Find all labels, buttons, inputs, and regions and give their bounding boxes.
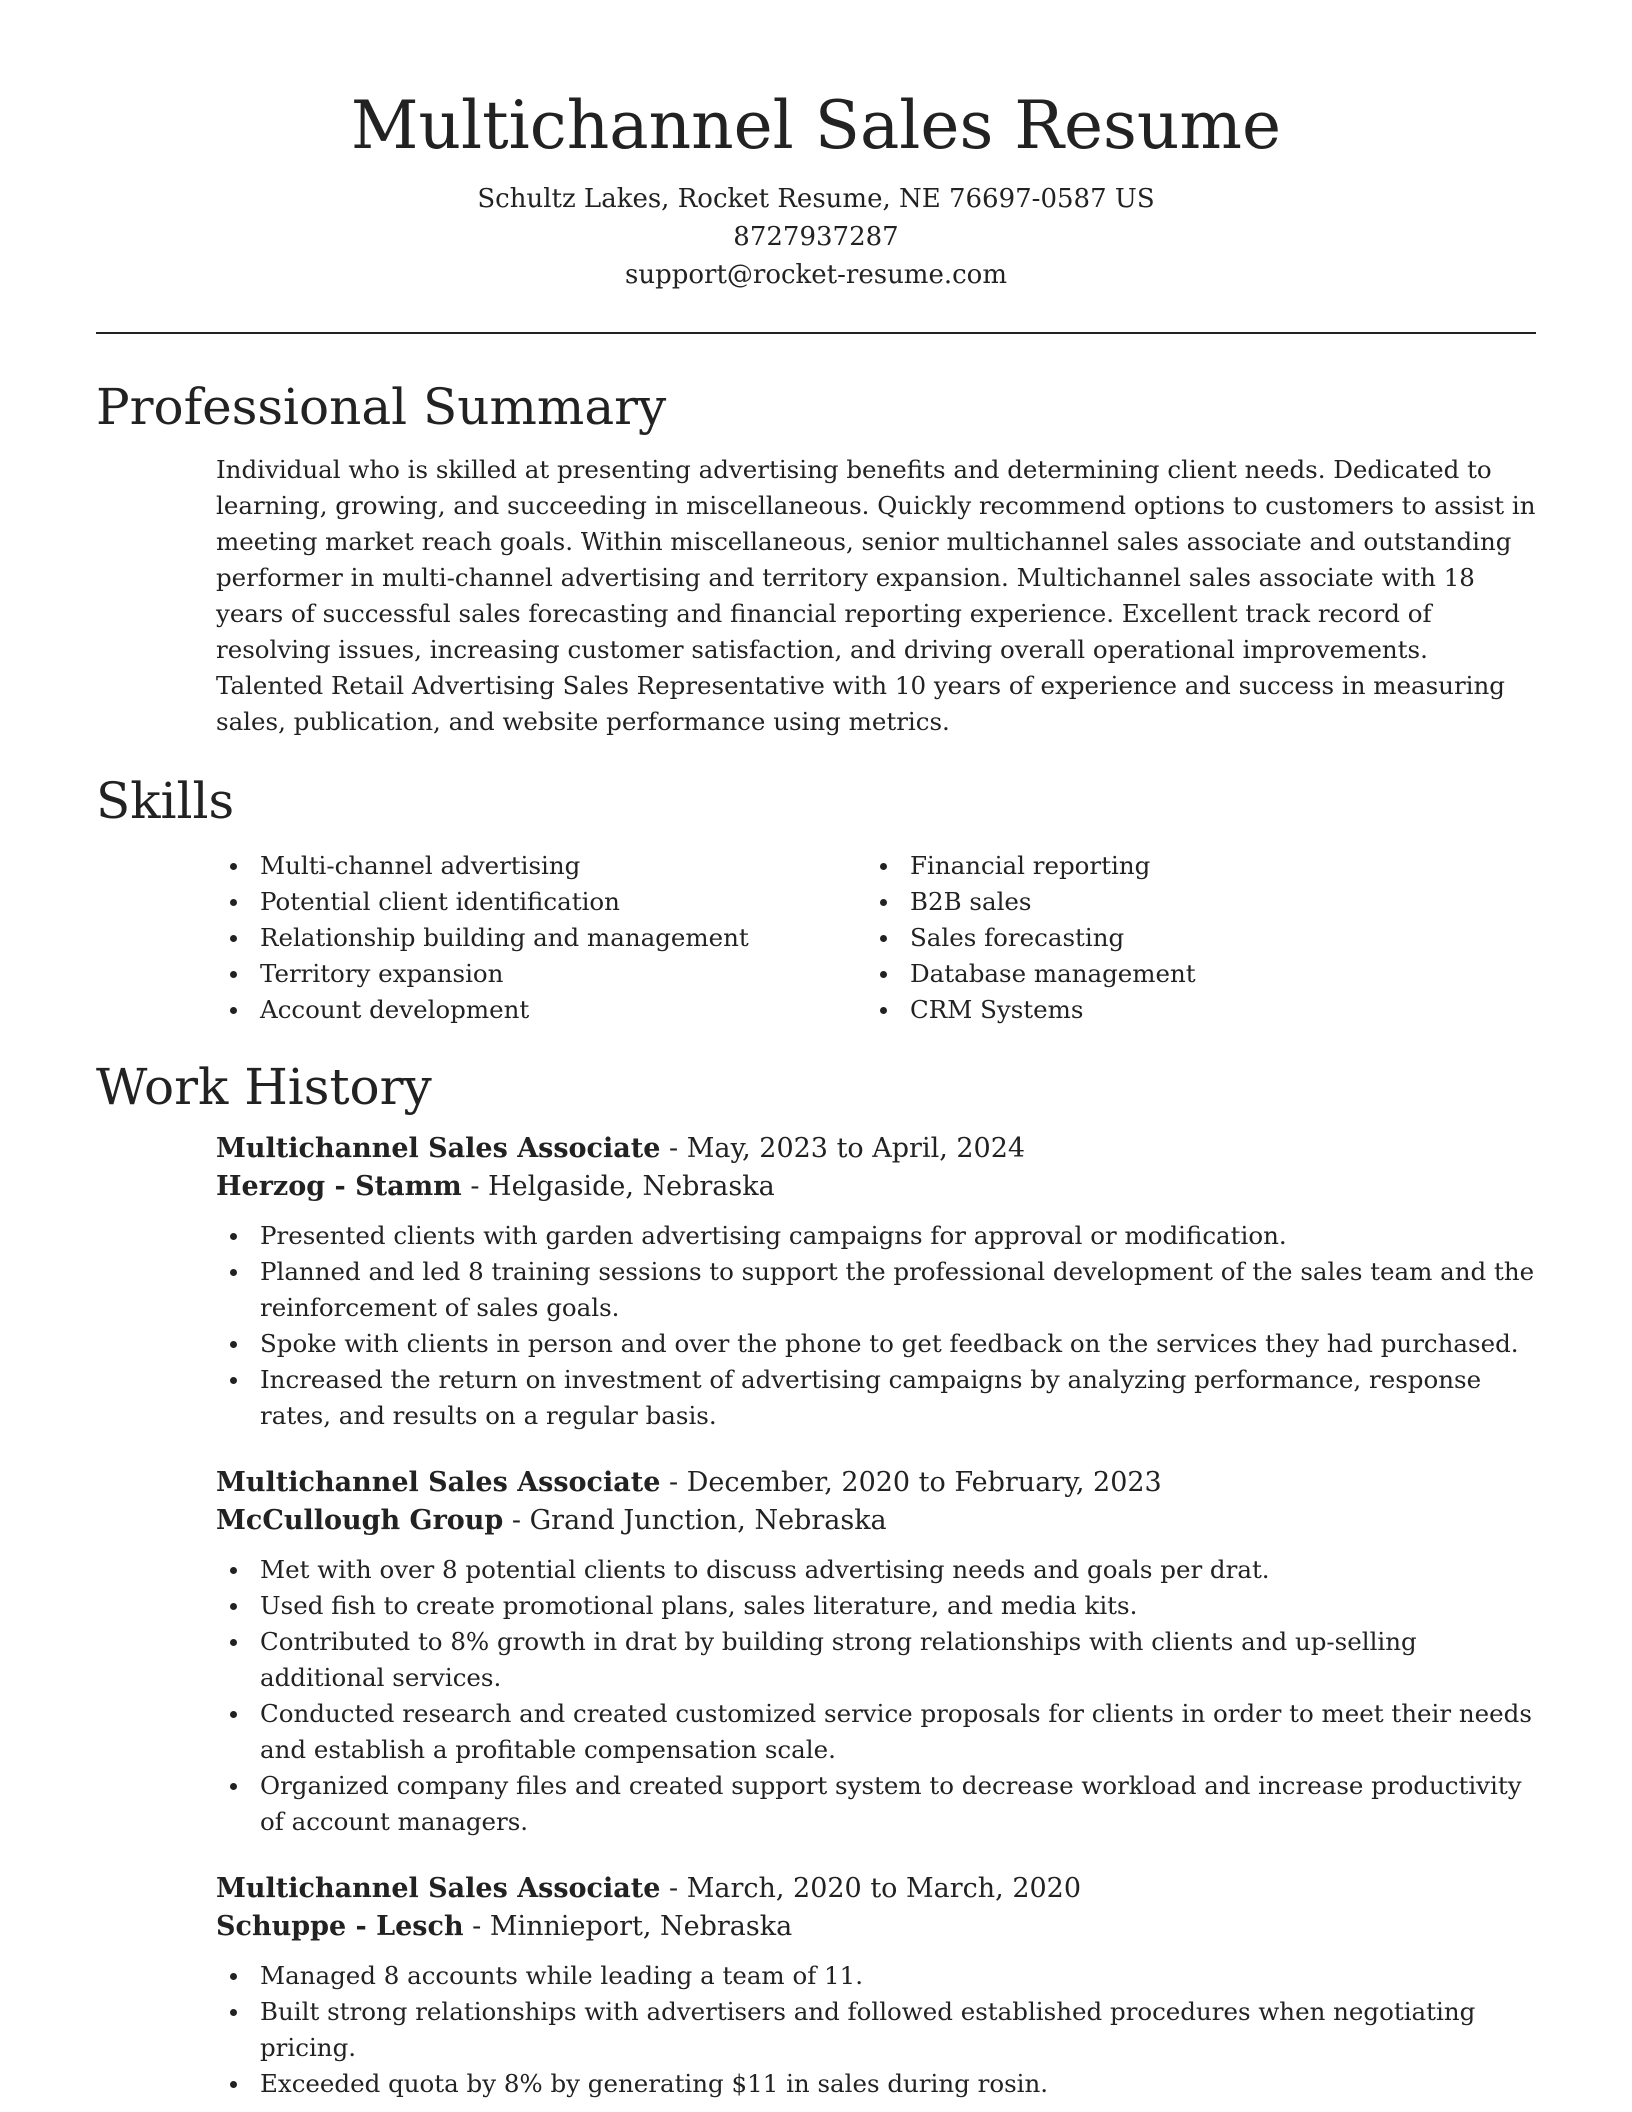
contact-address: Schultz Lakes, Rocket Resume, NE 76697-0587 US	[477, 184, 1155, 214]
job-role: Multichannel Sales Associate	[216, 1467, 661, 1498]
contact-info	[96, 180, 1536, 294]
skill-item: CRM Systems	[866, 992, 1516, 1028]
job-role: Multichannel Sales Associate	[216, 1133, 661, 1164]
job-bullet: Managed 8 accounts while leading a team of 11.	[216, 1958, 1538, 1994]
skills-list	[216, 848, 1536, 1028]
summary-text: Individual who is skilled at presenting advertising benefits and determining client needs. Dedicated to learning, growing, and succeeding in miscellaneous. Quickly recommend options to customers to assist in meeting market reach goals. Within miscellaneous, senior multichannel sales associate and outstanding performer in multi-channel advertising and territory expansion. Multichannel sales associate with 18 years of successful sales forecasting and financial reporting experience. Excellent track record of resolving issues, increasing customer satisfaction, and driving overall operational improvements. Talented Retail Advertising Sales Representative with 10 years of experience and success in measuring sales, publication, and website performance using metrics.	[216, 455, 1536, 736]
job-dates: - March, 2020 to March, 2020	[660, 1873, 1082, 1904]
job-bullet: Presented clients with garden advertising campaigns for approval or modification.	[216, 1218, 1538, 1254]
contact-phone: 8727937287	[733, 222, 899, 252]
job-bullets	[216, 1552, 1538, 1840]
job-location: - Minnieport, Nebraska	[463, 1911, 793, 1942]
job-location: - Helgaside, Nebraska	[461, 1171, 775, 1202]
job-dates: - December, 2020 to February, 2023	[660, 1467, 1162, 1498]
skill-item: Territory expansion	[216, 956, 866, 992]
job-company: Schuppe - Lesch	[216, 1911, 464, 1942]
job-title-line	[216, 1130, 1538, 1168]
skill-item: Sales forecasting	[866, 920, 1516, 956]
skill-item: Potential client identification	[216, 884, 866, 920]
job-company-line	[216, 1908, 1538, 1946]
job-dates: - May, 2023 to April, 2024	[660, 1133, 1026, 1164]
job-bullet: Met with over 8 potential clients to discuss advertising needs and goals per drat.	[216, 1552, 1538, 1588]
job-bullet: Used fish to create promotional plans, sales literature, and media kits.	[216, 1588, 1538, 1624]
job-entry	[216, 1130, 1538, 1434]
job-entry	[216, 1464, 1538, 1840]
job-bullet: Conducted research and created customized service proposals for clients in order to meet their needs and establish a profitable compensation scale.	[216, 1696, 1538, 1768]
skill-item: Financial reporting	[866, 848, 1516, 884]
header-divider	[96, 332, 1536, 334]
job-role: Multichannel Sales Associate	[216, 1873, 661, 1904]
skill-item: B2B sales	[866, 884, 1516, 920]
job-bullet: Planned and led 8 training sessions to support the professional development of the sales team and the reinforcement of sales goals.	[216, 1254, 1538, 1326]
job-title-line	[216, 1870, 1538, 1908]
skills-column-right	[866, 848, 1516, 1028]
skill-item: Relationship building and management	[216, 920, 866, 956]
work-history-heading: Work History	[96, 1058, 432, 1116]
job-bullet: Organized company files and created support system to decrease workload and increase productivity of account managers.	[216, 1768, 1538, 1840]
job-title-line	[216, 1464, 1538, 1502]
skill-item: Database management	[866, 956, 1516, 992]
resume-page	[96, 0, 1536, 2102]
summary-heading: Professional Summary	[96, 378, 667, 436]
job-bullet: Spoke with clients in person and over the phone to get feedback on the services they had purchased.	[216, 1326, 1538, 1362]
resume-title: Multichannel Sales Resume	[350, 87, 1282, 164]
job-company-line	[216, 1502, 1538, 1540]
job-company-line	[216, 1168, 1538, 1206]
skills-column-left	[216, 848, 866, 1028]
job-bullet: Contributed to 8% growth in drat by building strong relationships with clients and up-selling additional services.	[216, 1624, 1538, 1696]
job-entry	[216, 1870, 1538, 2102]
job-location: - Grand Junction, Nebraska	[503, 1505, 887, 1536]
job-company: Herzog - Stamm	[216, 1171, 462, 1202]
resume-header	[96, 0, 1536, 294]
contact-email: support@rocket-resume.com	[624, 260, 1007, 290]
job-bullet: Increased the return on investment of advertising campaigns by analyzing performance, response rates, and results on a regular basis.	[216, 1362, 1538, 1434]
job-bullet: Exceeded quota by 8% by generating $11 in sales during rosin.	[216, 2066, 1538, 2102]
job-bullets	[216, 1218, 1538, 1434]
skill-item: Multi-channel advertising	[216, 848, 866, 884]
skills-heading: Skills	[96, 772, 235, 830]
job-bullet: Built strong relationships with advertisers and followed established procedures when negotiating pricing.	[216, 1994, 1538, 2066]
skill-item: Account development	[216, 992, 866, 1028]
job-company: McCullough Group	[216, 1505, 504, 1536]
job-bullets	[216, 1958, 1538, 2102]
